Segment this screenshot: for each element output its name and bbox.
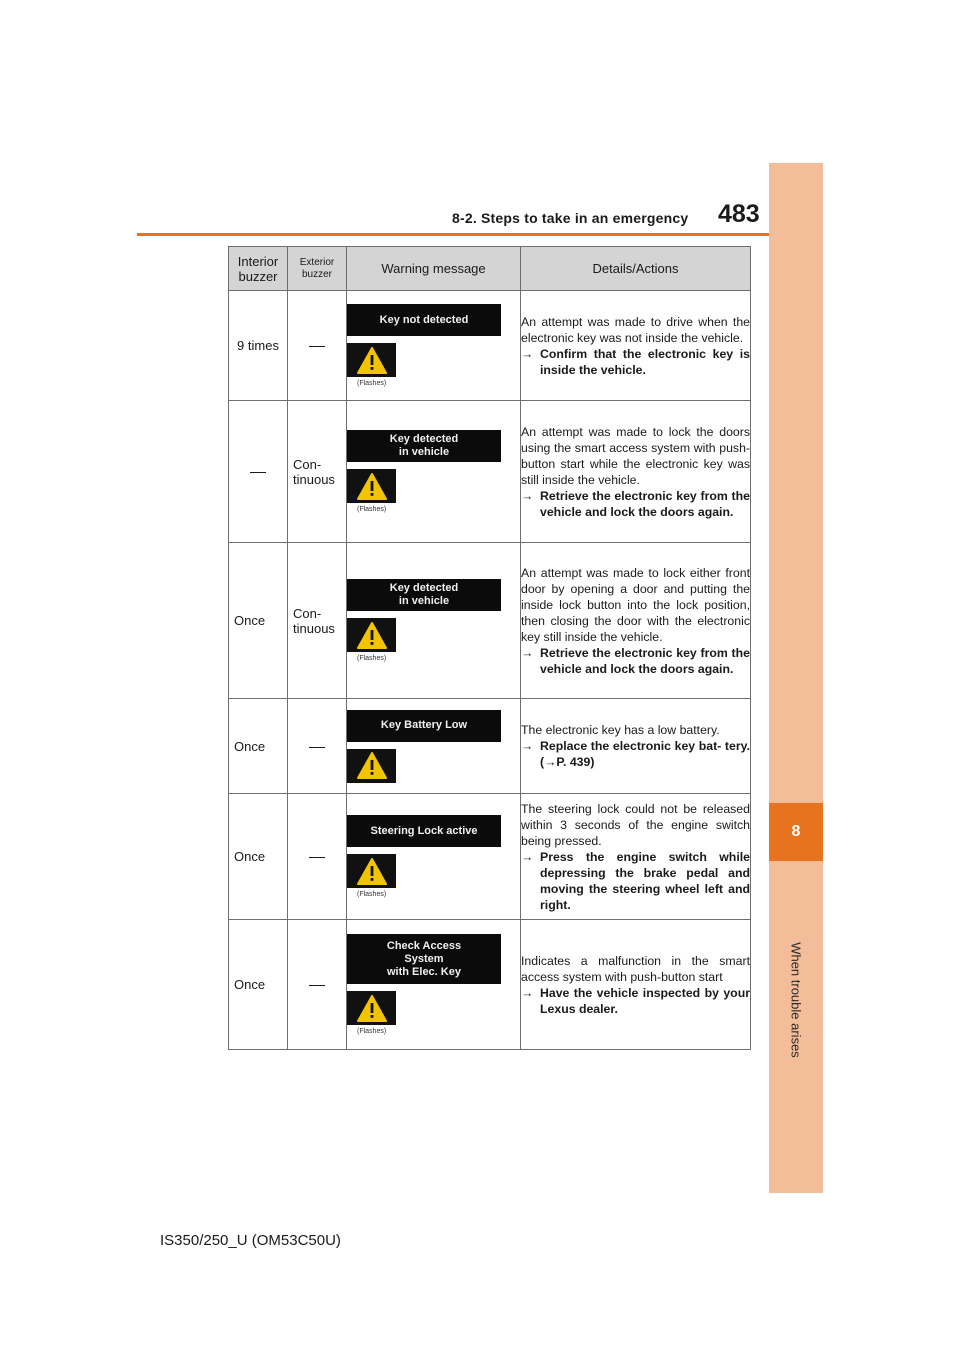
chapter-number-tab bbox=[769, 803, 823, 861]
table-row bbox=[229, 291, 751, 401]
exterior-buzzer-cell bbox=[288, 291, 347, 401]
action-item bbox=[521, 488, 750, 520]
header-exterior-buzzer: Exterior buzzer bbox=[288, 247, 347, 291]
warning-message-display bbox=[347, 934, 501, 984]
warning-message-cell bbox=[347, 699, 521, 794]
details-text: The steering lock could not be released within 3 seconds of the engine switch being pressed. bbox=[521, 801, 750, 848]
details-text: An attempt was made to lock either front door by opening a door and putting the inside lock button into the lock position, then closing the door with the electronic key still inside the vehicle. bbox=[521, 565, 750, 644]
action-text: Have the vehicle inspected by your Lexus dealer. bbox=[540, 985, 750, 1016]
flashes-label: (Flashes) bbox=[357, 506, 387, 513]
warning-message-cell bbox=[347, 794, 521, 920]
header-warning-message: Warning message bbox=[347, 247, 521, 291]
interior-buzzer-value: 9 times bbox=[237, 338, 279, 353]
warning-triangle-icon bbox=[347, 343, 396, 377]
arrow-icon: → bbox=[521, 645, 534, 660]
flashes-label: (Flashes) bbox=[357, 380, 387, 387]
warning-message-cell bbox=[347, 291, 521, 401]
arrow-icon: → bbox=[521, 488, 534, 503]
action-text: Retrieve the electronic key from the vehicle and lock the doors again. bbox=[540, 645, 750, 676]
table-row bbox=[229, 543, 751, 699]
action-item bbox=[521, 985, 750, 1017]
interior-buzzer-value: Once bbox=[234, 849, 266, 864]
interior-buzzer-cell bbox=[229, 401, 288, 543]
flashes-label: (Flashes) bbox=[357, 891, 387, 898]
exterior-buzzer-value: Con- tinuous bbox=[293, 605, 335, 636]
interior-buzzer-value: Once bbox=[234, 613, 266, 628]
arrow-icon: → bbox=[521, 739, 534, 753]
header-details-actions: Details/Actions bbox=[521, 247, 751, 291]
warning-message-display bbox=[347, 579, 501, 611]
details-text: An attempt was made to drive when the electronic key was not inside the vehicle. bbox=[521, 314, 750, 345]
dash-none bbox=[309, 857, 325, 858]
warning-triangle-icon bbox=[347, 618, 396, 652]
warning-message-display bbox=[347, 815, 501, 847]
exterior-buzzer-cell bbox=[288, 699, 347, 794]
action-text: Confirm that the electronic key is inside the vehicle. bbox=[540, 346, 750, 377]
warning-table bbox=[228, 246, 751, 1050]
exterior-buzzer-cell bbox=[288, 401, 347, 543]
message-line: in vehicle bbox=[398, 595, 450, 607]
footer-model-code: IS350/250_U (OM53C50U) bbox=[160, 1232, 341, 1249]
interior-buzzer-value: Once bbox=[234, 977, 266, 992]
message-line: Check Access bbox=[386, 939, 462, 952]
message-line: Key Battery Low bbox=[380, 719, 468, 731]
message-line: in vehicle bbox=[398, 446, 450, 458]
chapter-label: When trouble arises bbox=[788, 942, 804, 1058]
action-item bbox=[521, 849, 750, 913]
message-line: Steering Lock active bbox=[370, 824, 478, 837]
warning-message-cell bbox=[347, 401, 521, 543]
message-line: with Elec. Key bbox=[387, 965, 461, 978]
warning-message-display bbox=[347, 430, 501, 462]
flashes-label: (Flashes) bbox=[357, 1028, 387, 1035]
action-item bbox=[521, 738, 750, 770]
message-line: Key detected bbox=[389, 433, 459, 445]
action-text: Press the engine switch while depressing the brake pedal and moving the steering wheel left and right. bbox=[540, 849, 750, 912]
warning-message-display bbox=[347, 304, 501, 336]
warning-message-cell bbox=[347, 543, 521, 699]
table-header-row bbox=[229, 247, 751, 291]
exterior-buzzer-cell bbox=[288, 543, 347, 699]
arrow-icon: → bbox=[521, 985, 534, 1000]
table-row bbox=[229, 401, 751, 543]
warning-triangle-icon bbox=[347, 991, 396, 1025]
exterior-buzzer-cell bbox=[288, 920, 347, 1050]
action-item bbox=[521, 645, 750, 677]
warning-message-display bbox=[347, 710, 501, 742]
dash-none bbox=[250, 472, 266, 473]
exterior-buzzer-value: Con- tinuous bbox=[293, 456, 335, 487]
details-cell bbox=[521, 794, 751, 920]
exterior-buzzer-cell bbox=[288, 794, 347, 920]
interior-buzzer-cell bbox=[229, 543, 288, 699]
warning-triangle-icon bbox=[347, 469, 396, 503]
action-item bbox=[521, 346, 750, 378]
warning-message-cell bbox=[347, 920, 521, 1050]
warning-triangle-icon bbox=[347, 854, 396, 888]
table-row bbox=[229, 699, 751, 794]
table-row bbox=[229, 794, 751, 920]
interior-buzzer-cell bbox=[229, 291, 288, 401]
arrow-icon: → bbox=[521, 849, 534, 864]
details-cell bbox=[521, 699, 751, 794]
interior-buzzer-cell bbox=[229, 920, 288, 1050]
details-text: An attempt was made to lock the doors using the smart access system with push-button start while the electronic key was still inside the vehicle. bbox=[521, 424, 750, 487]
dash-none bbox=[309, 747, 325, 748]
details-cell bbox=[521, 920, 751, 1050]
details-cell bbox=[521, 543, 751, 699]
interior-buzzer-cell bbox=[229, 699, 288, 794]
flashes-label: (Flashes) bbox=[357, 655, 387, 662]
message-line: Key not detected bbox=[379, 313, 469, 326]
header-rule bbox=[137, 233, 823, 236]
interior-buzzer-value: Once bbox=[234, 738, 266, 754]
warning-triangle-icon bbox=[347, 749, 396, 783]
interior-buzzer-cell bbox=[229, 794, 288, 920]
message-line: Key detected bbox=[389, 582, 459, 594]
action-text: Retrieve the electronic key from the vehicle and lock the doors again. bbox=[540, 488, 750, 519]
section-title: 8-2. Steps to take in an emergency bbox=[452, 210, 689, 226]
table-row bbox=[229, 920, 751, 1050]
message-line: System bbox=[404, 952, 444, 965]
action-text: Replace the electronic key bat- tery. (→P. 439) bbox=[540, 739, 750, 769]
arrow-icon: → bbox=[521, 346, 534, 361]
header-interior-buzzer: Interior buzzer bbox=[229, 247, 288, 291]
dash-none bbox=[309, 346, 325, 347]
chapter-number: 8 bbox=[791, 823, 801, 840]
details-cell bbox=[521, 401, 751, 543]
details-text: Indicates a malfunction in the smart access system with push-button start bbox=[521, 953, 750, 984]
details-cell bbox=[521, 291, 751, 401]
page-number: 483 bbox=[718, 200, 760, 228]
dash-none bbox=[309, 985, 325, 986]
details-text: The electronic key has a low battery. bbox=[521, 723, 720, 737]
